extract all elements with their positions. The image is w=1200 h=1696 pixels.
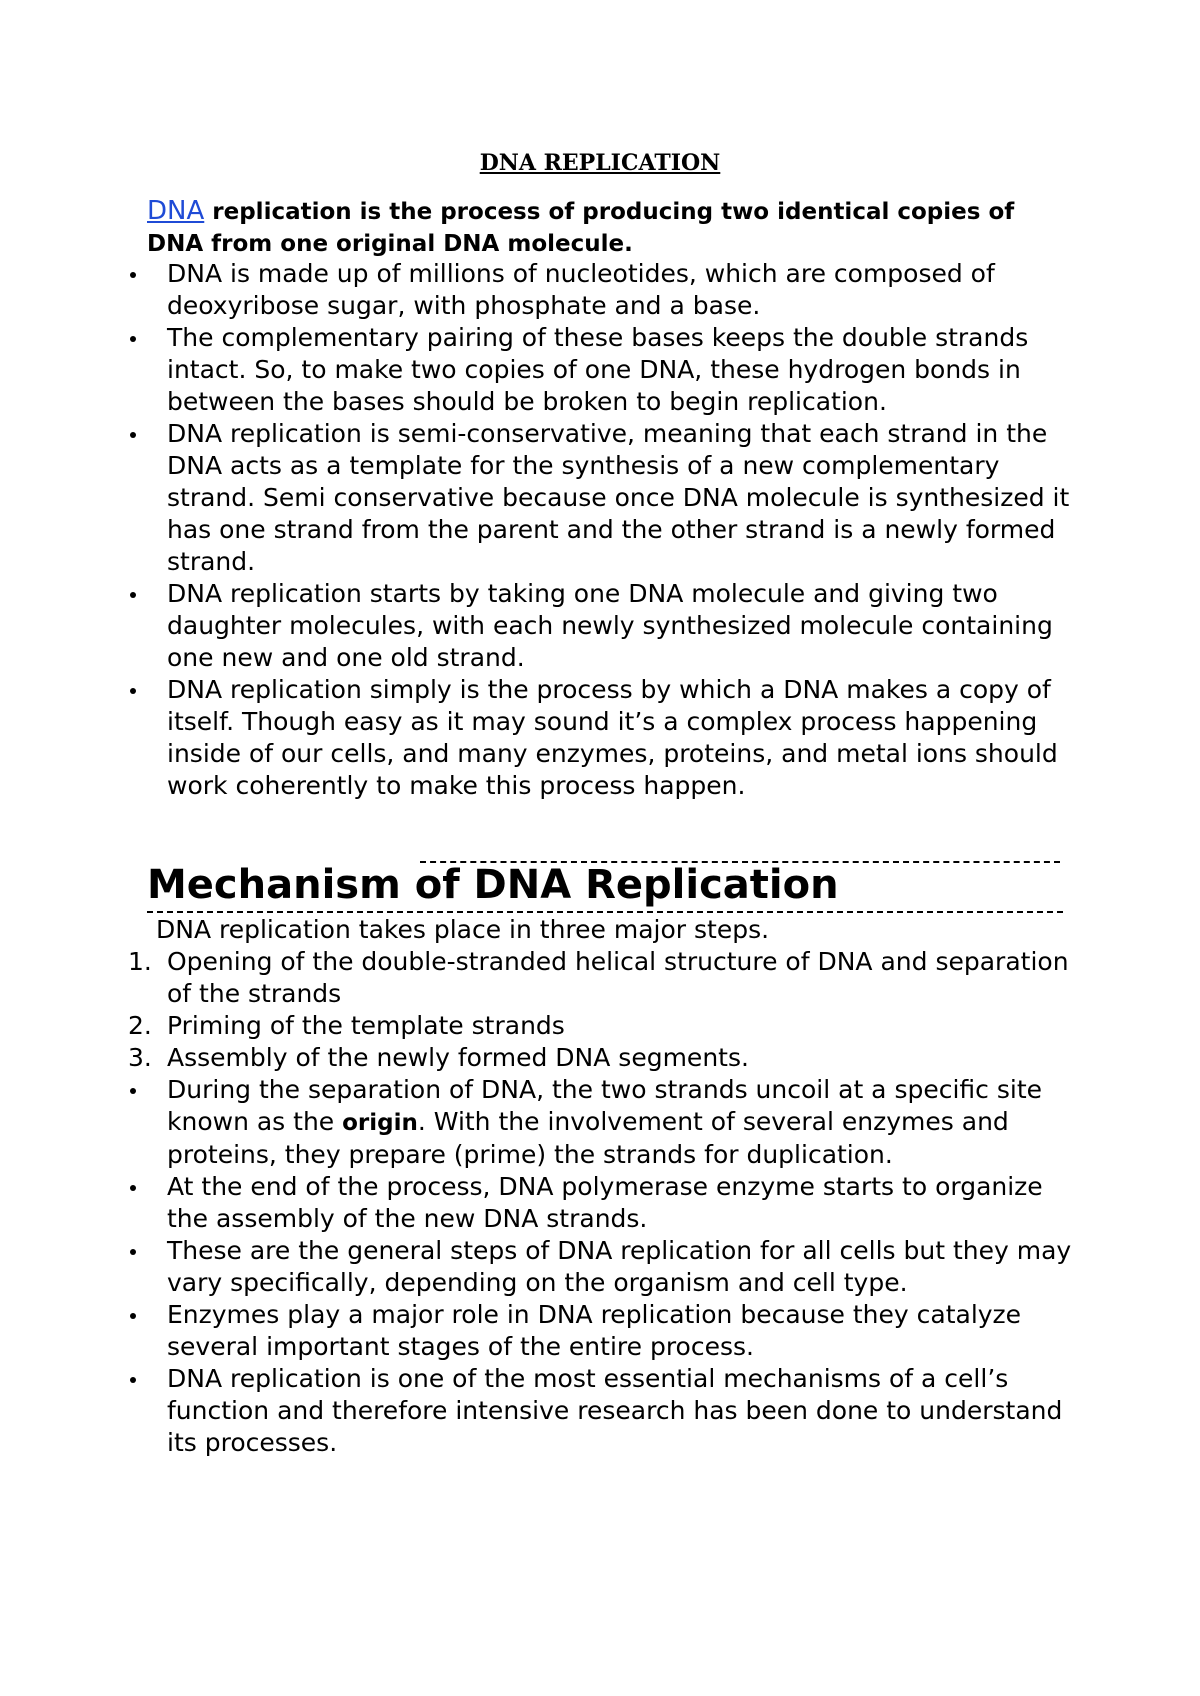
bullet-icon bbox=[130, 592, 136, 598]
steps-numbered-list bbox=[128, 946, 1078, 1074]
list-item bbox=[128, 1074, 1078, 1171]
bullet-icon bbox=[130, 272, 136, 278]
list-item-text: Assembly of the newly formed DNA segments. bbox=[167, 1043, 749, 1072]
steps-intro-text: DNA replication takes place in three major steps. bbox=[156, 915, 770, 944]
list-item-text: Enzymes play a major role in DNA replication because they catalyze several important stages of the entire process. bbox=[167, 1300, 1022, 1361]
list-item bbox=[128, 1171, 1078, 1235]
list-item-text: DNA replication is one of the most essential mechanisms of a cell’s function and therefore intensive research has been done to understand its processes. bbox=[167, 1364, 1063, 1457]
list-item-text: These are the general steps of DNA replication for all cells but they may vary specifically, depending on the organism and cell type. bbox=[167, 1236, 1072, 1297]
document-title: DNA REPLICATION bbox=[479, 150, 721, 176]
list-item-text: DNA replication simply is the process by which a DNA makes a copy of itself. Though easy as it may sound it’s a complex process happening inside of our cells, and many enzymes, proteins, and metal ions should work coherently to make this process happen. bbox=[167, 675, 1058, 800]
details-bullet-list bbox=[128, 1074, 1078, 1459]
list-item bbox=[128, 322, 1078, 418]
list-item bbox=[128, 1042, 1078, 1074]
bullet-icon bbox=[130, 1249, 136, 1255]
step-number: 1. bbox=[128, 947, 152, 976]
list-item bbox=[128, 1363, 1078, 1459]
list-item-text: Priming of the template strands bbox=[167, 1011, 565, 1040]
list-item bbox=[128, 1235, 1078, 1299]
list-item bbox=[128, 578, 1078, 674]
list-item bbox=[128, 1010, 1078, 1042]
list-item-text: DNA replication is semi-conservative, meaning that each strand in the DNA acts as a template for the synthesis of a new complementary strand. Semi conservative because once DNA molecule is synthesized it has one strand from the parent and the other strand is a newly formed strand. bbox=[167, 419, 1070, 576]
divider-line-bottom bbox=[147, 911, 1063, 913]
step-number: 3. bbox=[128, 1043, 152, 1072]
list-item bbox=[128, 946, 1078, 1010]
mechanism-heading: Mechanism of DNA Replication bbox=[147, 862, 839, 908]
dna-link[interactable]: DNA bbox=[147, 196, 205, 226]
list-item bbox=[128, 258, 1078, 322]
list-item bbox=[128, 674, 1078, 802]
list-item-text: At the end of the process, DNA polymerase enzyme starts to organize the assembly of the new DNA strands. bbox=[167, 1172, 1043, 1233]
origin-term: origin bbox=[342, 1110, 418, 1136]
list-item-text: . With the involvement of several enzymes and proteins, they prepare (prime) the strands for duplication. bbox=[167, 1107, 1009, 1169]
bullet-icon bbox=[130, 1185, 136, 1191]
list-item-text: The complementary pairing of these bases keeps the double strands intact. So, to make two copies of one DNA, these hydrogen bonds in between the bases should be broken to begin replication. bbox=[167, 323, 1029, 416]
bullet-icon bbox=[130, 1088, 136, 1094]
list-item-text: During the separation of DNA, the two strands uncoil at a specific site known as the bbox=[167, 1075, 1043, 1136]
bullet-icon bbox=[130, 1313, 136, 1319]
bullet-icon bbox=[130, 688, 136, 694]
bullet-icon bbox=[130, 432, 136, 438]
bullet-icon bbox=[130, 1377, 136, 1383]
list-item-text: Opening of the double-stranded helical structure of DNA and separation of the strands bbox=[167, 947, 1069, 1008]
intro-paragraph bbox=[147, 195, 1047, 260]
bullet-icon bbox=[130, 336, 136, 342]
list-item bbox=[128, 1299, 1078, 1363]
list-item-text: DNA replication starts by taking one DNA molecule and giving two daughter molecules, with each newly synthesized molecule containing one new and one old strand. bbox=[167, 579, 1053, 672]
list-item-text: DNA is made up of millions of nucleotides, which are composed of deoxyribose sugar, with phosphate and a base. bbox=[167, 259, 995, 320]
list-item bbox=[128, 418, 1078, 578]
overview-bullet-list bbox=[128, 258, 1078, 802]
step-number: 2. bbox=[128, 1011, 152, 1040]
intro-text: replication is the process of producing two identical copies of DNA from one original DNA molecule. bbox=[147, 199, 1015, 257]
